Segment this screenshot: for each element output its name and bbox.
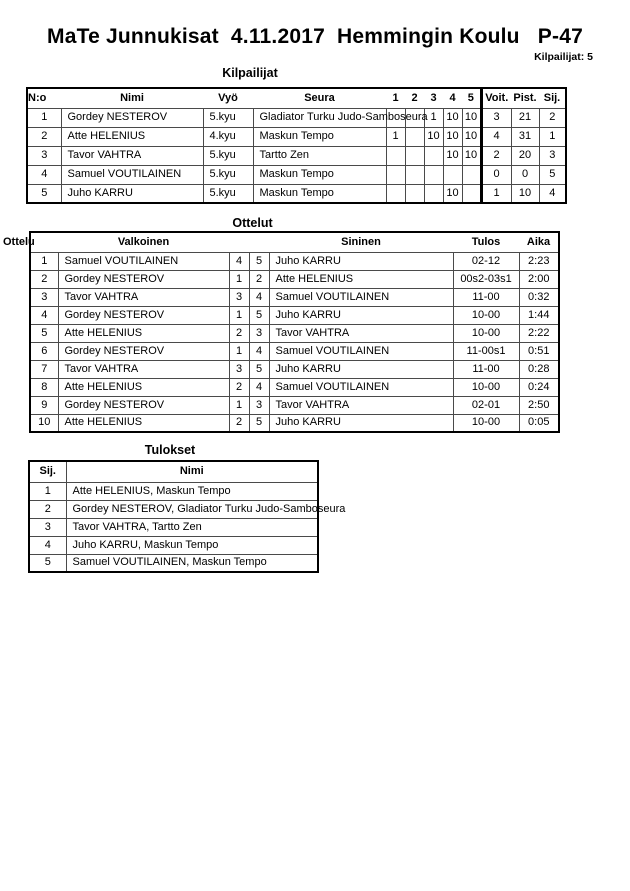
results-table: [28, 460, 346, 573]
blue-competitor-number: 5: [249, 360, 269, 378]
competitors-body: [27, 108, 566, 203]
grid-cell-3: 10: [424, 127, 443, 146]
result-name: Gordey NESTEROV, Gladiator Turku Judo-Samboseura: [66, 500, 318, 518]
blue-competitor: Samuel VOUTILAINEN: [269, 288, 453, 306]
table-row: [30, 324, 559, 342]
competitor-points: 21: [511, 108, 539, 127]
col-placing: Sij.: [29, 461, 66, 482]
white-competitor: Tavor VAHTRA: [58, 360, 229, 378]
grid-cell-4: [443, 165, 462, 184]
grid-cell-2: [405, 184, 424, 203]
competitor-place: 5: [539, 165, 566, 184]
results-body: [29, 482, 346, 572]
match-time: 2:00: [519, 270, 559, 288]
table-row: [30, 342, 559, 360]
grid-cell-3: [424, 165, 443, 184]
competitor-points: 31: [511, 127, 539, 146]
blue-competitor-number: 3: [249, 396, 269, 414]
match-time: 0:24: [519, 378, 559, 396]
col-name: Nimi: [61, 88, 203, 108]
competitor-name: Atte HELENIUS: [61, 127, 203, 146]
matches-table: [3, 231, 560, 433]
result-place: 3: [29, 518, 66, 536]
match-number: 4: [30, 306, 58, 324]
match-number: 5: [30, 324, 58, 342]
table-row: [29, 536, 318, 554]
blue-competitor-number: 4: [249, 378, 269, 396]
match-number: 7: [30, 360, 58, 378]
match-time: 0:28: [519, 360, 559, 378]
blue-competitor: Tavor VAHTRA: [269, 396, 453, 414]
table-row: [30, 288, 559, 306]
match-number: 3: [30, 288, 58, 306]
competitor-number: 3: [27, 146, 61, 165]
competitor-club: Maskun Tempo: [253, 184, 386, 203]
blue-competitor: Juho KARRU: [269, 360, 453, 378]
white-competitor: Atte HELENIUS: [58, 324, 229, 342]
white-competitor: Tavor VAHTRA: [58, 288, 229, 306]
competitor-wins: 3: [481, 108, 511, 127]
result-place: 5: [29, 554, 66, 572]
competitor-wins: 2: [481, 146, 511, 165]
grid-cell-2: [405, 127, 424, 146]
match-number: 8: [30, 378, 58, 396]
col-wins: Voit.: [481, 88, 511, 108]
white-competitor: Gordey NESTEROV: [58, 306, 229, 324]
competitor-number: 4: [27, 165, 61, 184]
competitor-place: 4: [539, 184, 566, 203]
competitor-belt: 5.kyu: [203, 165, 253, 184]
white-competitor-number: 1: [229, 306, 249, 324]
match-number: 6: [30, 342, 58, 360]
blue-competitor-number: 5: [249, 252, 269, 270]
grid-cell-5: [462, 165, 481, 184]
grid-cell-1: [386, 146, 405, 165]
col-place: Sij.: [539, 88, 566, 108]
section-heading-matches: Ottelut: [232, 216, 273, 230]
blue-competitor-number: 5: [249, 414, 269, 432]
competitor-wins: 1: [481, 184, 511, 203]
grid-cell-1: 1: [386, 127, 405, 146]
competitor-points: 10: [511, 184, 539, 203]
competitor-club: Maskun Tempo: [253, 127, 386, 146]
table-row: [27, 127, 566, 146]
white-competitor: Gordey NESTEROV: [58, 342, 229, 360]
grid-cell-4: 10: [443, 146, 462, 165]
col-result: Tulos: [453, 232, 519, 252]
white-competitor: Samuel VOUTILAINEN: [58, 252, 229, 270]
match-number: 10: [30, 414, 58, 432]
competitor-place: 3: [539, 146, 566, 165]
competitor-name: Tavor VAHTRA: [61, 146, 203, 165]
blue-competitor: Juho KARRU: [269, 414, 453, 432]
results-header-row: [29, 461, 318, 482]
match-result: 10-00: [453, 306, 519, 324]
blue-competitor: Atte HELENIUS: [269, 270, 453, 288]
competitor-club: Maskun Tempo: [253, 165, 386, 184]
competitor-belt: 4.kyu: [203, 127, 253, 146]
blue-competitor: Samuel VOUTILAINEN: [269, 378, 453, 396]
section-heading-competitors: Kilpailijat: [222, 66, 278, 80]
result-place: 2: [29, 500, 66, 518]
matches-body: [30, 252, 559, 432]
result-place: 1: [29, 482, 66, 500]
match-number: 2: [30, 270, 58, 288]
page-title: MaTe Junnukisat 4.11.2017 Hemmingin Koulu P-47: [47, 25, 583, 48]
grid-cell-1: [386, 165, 405, 184]
table-row: [30, 306, 559, 324]
competitor-club: Gladiator Turku Judo-Samboseura: [253, 108, 386, 127]
competitor-belt: 5.kyu: [203, 108, 253, 127]
blue-competitor: Juho KARRU: [269, 252, 453, 270]
grid-cell-2: [405, 165, 424, 184]
table-row: [29, 482, 318, 500]
table-row: [30, 252, 559, 270]
col-blue-no: [249, 232, 269, 252]
col-g5: 5: [462, 88, 481, 108]
grid-cell-3: [424, 146, 443, 165]
competitor-number: 1: [27, 108, 61, 127]
grid-cell-3: 1: [424, 108, 443, 127]
grid-cell-5: [462, 184, 481, 203]
grid-cell-4: 10: [443, 127, 462, 146]
result-name: Atte HELENIUS, Maskun Tempo: [66, 482, 318, 500]
match-result: 11-00s1: [453, 342, 519, 360]
col-white: Valkoinen: [58, 232, 229, 252]
blue-competitor: Samuel VOUTILAINEN: [269, 342, 453, 360]
table-row: [27, 184, 566, 203]
blue-competitor-number: 4: [249, 342, 269, 360]
result-name: Samuel VOUTILAINEN, Maskun Tempo: [66, 554, 318, 572]
table-row: [29, 554, 318, 572]
white-competitor-number: 1: [229, 270, 249, 288]
grid-cell-5: 10: [462, 146, 481, 165]
table-row: [27, 146, 566, 165]
grid-cell-4: 10: [443, 108, 462, 127]
col-no: N:o: [27, 88, 61, 108]
competitors-header-row: [27, 88, 566, 108]
competitors-table: [26, 87, 567, 204]
match-result: 10-00: [453, 378, 519, 396]
competitor-name: Gordey NESTEROV: [61, 108, 203, 127]
white-competitor: Gordey NESTEROV: [58, 270, 229, 288]
competitor-points: 0: [511, 165, 539, 184]
col-g1: 1: [386, 88, 405, 108]
grid-cell-2: [405, 146, 424, 165]
table-row: [30, 270, 559, 288]
white-competitor-number: 2: [229, 378, 249, 396]
result-name: Juho KARRU, Maskun Tempo: [66, 536, 318, 554]
white-competitor: Atte HELENIUS: [58, 414, 229, 432]
blue-competitor: Juho KARRU: [269, 306, 453, 324]
match-result: 11-00: [453, 360, 519, 378]
col-white-no: [229, 232, 249, 252]
white-competitor-number: 2: [229, 324, 249, 342]
col-club: Seura: [253, 88, 386, 108]
table-row: [30, 414, 559, 432]
match-time: 2:50: [519, 396, 559, 414]
blue-competitor-number: 2: [249, 270, 269, 288]
table-row: [29, 518, 318, 536]
white-competitor-number: 4: [229, 252, 249, 270]
competitor-number: 5: [27, 184, 61, 203]
competitors-count: Kilpailijat: 5: [534, 51, 593, 63]
competitor-number: 2: [27, 127, 61, 146]
competitor-name: Juho KARRU: [61, 184, 203, 203]
match-time: 0:05: [519, 414, 559, 432]
col-match-no-label: Ottelu: [3, 235, 35, 248]
competitor-wins: 0: [481, 165, 511, 184]
grid-cell-4: 10: [443, 184, 462, 203]
col-g2: 2: [405, 88, 424, 108]
competitor-place: 2: [539, 108, 566, 127]
table-row: [27, 165, 566, 184]
white-competitor: Atte HELENIUS: [58, 378, 229, 396]
white-competitor-number: 1: [229, 342, 249, 360]
match-time: 0:51: [519, 342, 559, 360]
match-result: 10-00: [453, 324, 519, 342]
match-result: 02-01: [453, 396, 519, 414]
match-number: 1: [30, 252, 58, 270]
table-row: [29, 500, 318, 518]
match-time: 0:32: [519, 288, 559, 306]
section-heading-results: Tulokset: [144, 443, 196, 457]
competitor-name: Samuel VOUTILAINEN: [61, 165, 203, 184]
col-g4: 4: [443, 88, 462, 108]
grid-cell-3: [424, 184, 443, 203]
result-name: Tavor VAHTRA, Tartto Zen: [66, 518, 318, 536]
table-row: [30, 378, 559, 396]
white-competitor-number: 2: [229, 414, 249, 432]
blue-competitor-number: 3: [249, 324, 269, 342]
competitor-belt: 5.kyu: [203, 146, 253, 165]
col-time: Aika: [519, 232, 559, 252]
match-result: 11-00: [453, 288, 519, 306]
white-competitor: Gordey NESTEROV: [58, 396, 229, 414]
match-result: 10-00: [453, 414, 519, 432]
table-row: [27, 108, 566, 127]
white-competitor-number: 1: [229, 396, 249, 414]
grid-cell-5: 10: [462, 108, 481, 127]
competitor-points: 20: [511, 146, 539, 165]
competitor-belt: 5.kyu: [203, 184, 253, 203]
result-place: 4: [29, 536, 66, 554]
blue-competitor: Tavor VAHTRA: [269, 324, 453, 342]
match-time: 2:23: [519, 252, 559, 270]
matches-header-row: [30, 232, 559, 252]
grid-cell-5: 10: [462, 127, 481, 146]
col-result-name: Nimi: [66, 461, 318, 482]
col-belt: Vyö: [203, 88, 253, 108]
col-match-no: [3, 232, 58, 252]
blue-competitor-number: 4: [249, 288, 269, 306]
col-blue: Sininen: [269, 232, 453, 252]
grid-cell-1: [386, 184, 405, 203]
competitor-wins: 4: [481, 127, 511, 146]
col-g3: 3: [424, 88, 443, 108]
match-result: 00s2-03s1: [453, 270, 519, 288]
white-competitor-number: 3: [229, 288, 249, 306]
competitor-place: 1: [539, 127, 566, 146]
table-row: [30, 360, 559, 378]
blue-competitor-number: 5: [249, 306, 269, 324]
white-competitor-number: 3: [229, 360, 249, 378]
table-row: [30, 396, 559, 414]
match-time: 2:22: [519, 324, 559, 342]
match-result: 02-12: [453, 252, 519, 270]
col-points: Pist.: [511, 88, 539, 108]
competitor-club: Tartto Zen: [253, 146, 386, 165]
match-number: 9: [30, 396, 58, 414]
match-time: 1:44: [519, 306, 559, 324]
